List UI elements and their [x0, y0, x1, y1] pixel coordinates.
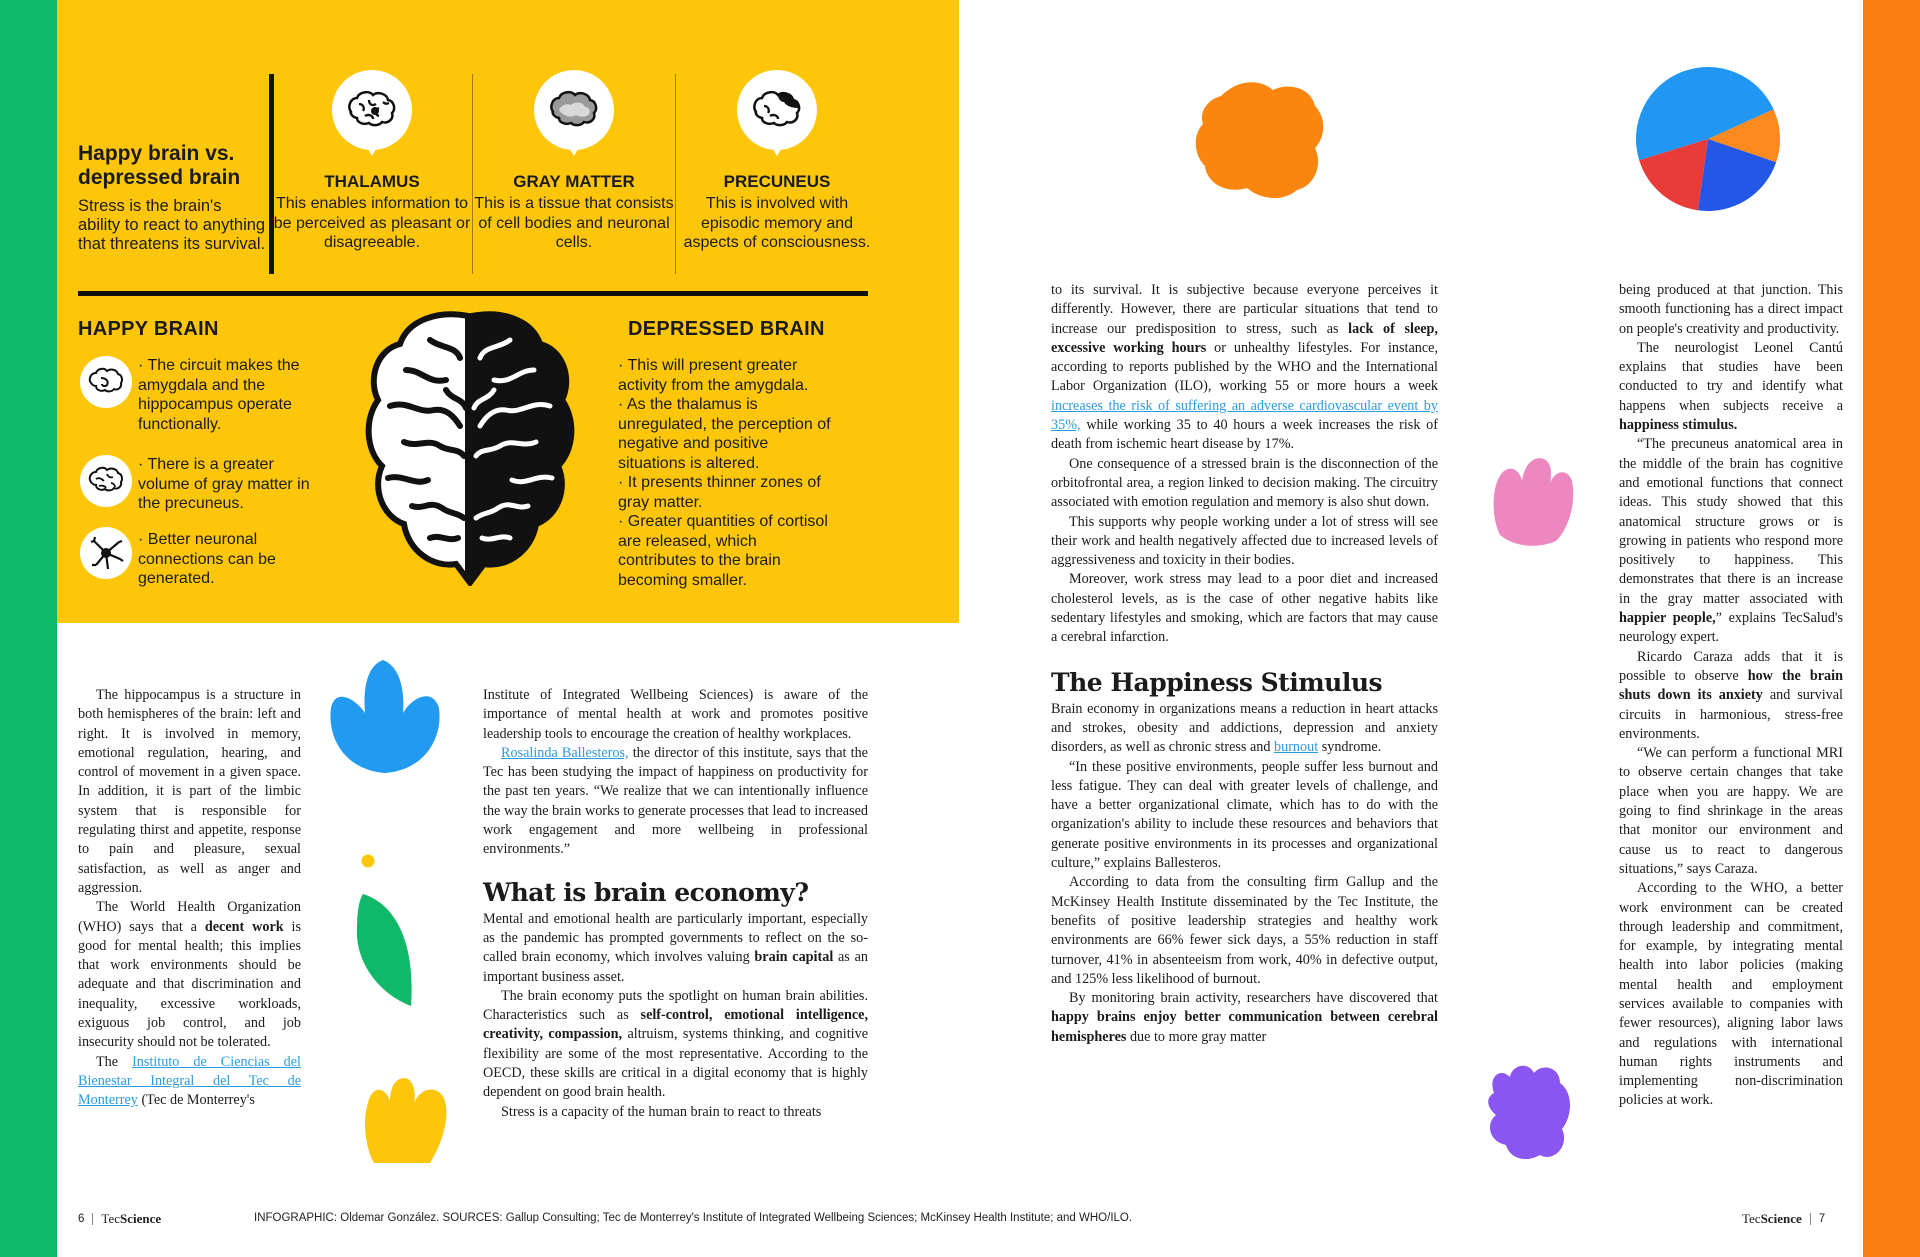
happy-brain-heading: HAPPY BRAIN	[78, 318, 219, 340]
half-brain-illustration	[360, 310, 580, 590]
depressed-brain-item: · It presents thinner zones of gray matter.	[618, 474, 821, 511]
paragraph: “We can perform a functional MRI to observe certain changes that take place when you are happy. We are going to find shrinkage in the areas that monitor our environment and cause us to react to dangerous situations,” says Caraza.	[1619, 745, 1843, 877]
blue-flower-shape	[325, 658, 445, 778]
paragraph: Brain economy in organizations means a reduction in heart attacks and strokes, obesity and addictions, depression and anxiety disorders, as well as chronic stress and burnout syndrome.	[1051, 700, 1438, 756]
paragraph: “In these positive environments, people suffer less burnout and less fatigue. They can deal with greater levels of challenge, and have a better organizational climate, which has to do with the organization's ability to include these resources and behaviors that generate positive environments in its processes and organizational culture,” explains Ballesteros.	[1051, 758, 1438, 872]
cardiovascular-risk-link[interactable]: increases the risk of suffering an adverse cardiovascular event by 35%,	[1051, 397, 1438, 434]
footer-left	[78, 1211, 161, 1227]
ballesteros-link[interactable]: Rosalinda Ballesteros,	[501, 744, 629, 761]
depressed-brain-item: · Greater quantities of cortisol are released, which contributes to the brain becoming smaller.	[618, 513, 828, 589]
divider	[472, 74, 473, 274]
region-desc: This enables information to be perceived as pleasant or disagreeable.	[273, 195, 471, 251]
gray-matter-icon	[80, 455, 132, 507]
divider	[675, 74, 676, 274]
pink-blob-shape	[1490, 455, 1574, 547]
infographic-credits: INFOGRAPHIC: Oldemar González. SOURCES: Gallup Consulting; Tec de Monterrey's Institute of Integrated Wellbeing Sciences; McKinsey Health Institute; and WHO/ILO.	[254, 1212, 1133, 1224]
burnout-link[interactable]: burnout	[1274, 739, 1319, 756]
region-precuneus	[677, 172, 877, 253]
brand-logo: TecScience	[101, 1211, 162, 1226]
paragraph: Institute of Integrated Wellbeing Sciences) is aware of the importance of mental health at work and promotes positive leadership tools to encourage the creation of healthy workplaces.	[483, 687, 868, 742]
paragraph: The hippocampus is a structure in both hemispheres of the brain: left and right. It is involved in memory, emotional regulation, hearing, and control of movement in a given space. In addition, it is part of the limbic system that is responsible for regulating thirst and appetite, response to pain and pleasure, sexual satisfaction, as well as anger and aggression.	[78, 687, 301, 896]
paragraph: Ricardo Caraza adds that it is possible to observe how the brain shuts down its anxiety and survival circuits in harmonious, stress-free environments.	[1619, 648, 1843, 742]
paragraph: Stress is a capacity of the human brain to react to threats	[501, 1103, 822, 1120]
pie-chart	[1635, 66, 1781, 212]
article-column-2	[483, 686, 868, 1122]
article-column-4	[1619, 281, 1843, 1111]
region-gray-matter	[474, 172, 674, 253]
divider	[92, 1213, 93, 1225]
infographic-intro: Stress is the brain's ability to react to anything that threatens its survival.	[78, 197, 266, 253]
depressed-brain-item: · As the thalamus is unregulated, the perception of negative and positive situations is altered.	[618, 396, 831, 472]
paragraph: being produced at that junction. This smooth functioning has a direct impact on people's creativity and productivity.	[1619, 282, 1843, 337]
article-column-1	[78, 686, 301, 1111]
page-number: 6	[78, 1213, 85, 1225]
gray-matter-brain-icon	[534, 70, 614, 150]
paragraph: “The precuneus anatomical area in the middle of the brain has cognitive and emotional functions that connect ideas. This study showed that this anatomical structure grows or is growing in patients who respond more positively to happiness. This demonstrates that there is an increase in the gray matter associated with happier people,” explains TecSalud's neurology expert.	[1619, 436, 1843, 646]
amygdala-icon	[80, 356, 132, 408]
region-desc: This is a tissue that consists of cell bodies and neuronal cells.	[474, 195, 674, 251]
region-thalamus	[272, 172, 472, 253]
section-heading: The Happiness Stimulus	[1051, 667, 1383, 697]
purple-blob-shape	[1484, 1063, 1574, 1165]
paragraph: Mental and emotional health are particularly important, especially as the pandemic has prompted governments to reflect on the so-called brain economy, which involves valuing brain capital as an important business asset.	[483, 910, 868, 985]
yellow-dot-shape	[361, 854, 375, 868]
paragraph: By monitoring brain activity, researchers have discovered that happy brains enjoy better communication between cerebral hemispheres due to more gray matter	[1051, 990, 1438, 1045]
green-leaf-shape	[355, 892, 415, 1010]
happy-brain-item: · Better neuronal connections can be generated.	[138, 531, 276, 587]
section-heading: What is brain economy?	[483, 877, 809, 907]
region-name: GRAY MATTER	[513, 172, 635, 191]
infographic-title: Happy brain vs. depressed brain	[78, 142, 241, 189]
page-number: 7	[1818, 1213, 1826, 1225]
footer-right	[1742, 1211, 1825, 1227]
paragraph: The World Health Organization (WHO) says that a decent work is good for mental health; this implies that work environments should be adequate and that discrimination and inequality, excessive workloads, exiguous job control, and job insecurity should not be tolerated.	[78, 899, 301, 1051]
institute-link[interactable]: Instituto de Ciencias del Bienestar Integral del Tec de Monterrey	[78, 1053, 301, 1109]
article-column-3	[1051, 281, 1438, 1047]
yellow-fingers-shape	[360, 1075, 450, 1167]
depressed-brain-heading: DEPRESSED BRAIN	[628, 318, 825, 340]
paragraph: Rosalinda Ballesteros, the director of this institute, says that the Tec has been studying the impact of happiness on productivity for the past ten years. “We realize that we can intentionally influence the way the brain works to generate processes that lead to increased work engagement and more wellbeing in professional environments.”	[483, 744, 868, 858]
depressed-brain-item: · This will present greater activity from the amygdala.	[618, 357, 809, 394]
divider	[78, 291, 868, 296]
paragraph: According to the WHO, a better work environment can be created through leadership and commitment, for example, by integrating mental health into labor policies (making mental health and employment services available to companies with fewer resources), aligning labor laws and regulations with international human rights instruments and implementing non-discrimination policies at work.	[1619, 880, 1843, 1109]
happy-brain-item: · The circuit makes the amygdala and the hippocampus operate functionally.	[138, 357, 300, 433]
right-color-strip	[1863, 0, 1920, 1257]
paragraph: to its survival. It is subjective because everyone perceives it differently. However, there are particular situations that tend to increase our predisposition to stress, such as lack of sleep, excessive working hours or unhealthy lifestyles. For instance, according to reports published by the WHO and the International Labor Organization (ILO), working 55 or more hours a week increases the risk of suffering an adverse cardiovascular event by 35%, while working 35 to 40 hours a week increases the risk of death from ischemic heart disease by 17%.	[1051, 282, 1438, 453]
paragraph: One consequence of a stressed brain is the disconnection of the orbitofrontal area, a region linked to decision making. The circuitry associated with emotion regulation and memory is also shut down.	[1051, 455, 1438, 511]
left-color-strip	[0, 0, 57, 1257]
paragraph: This supports why people working under a lot of stress will see their work and health negatively affected due to increased levels of aggressiveness and toxicity in their bodies.	[1051, 513, 1438, 569]
region-name: PRECUNEUS	[723, 172, 831, 191]
divider	[1810, 1213, 1811, 1225]
orange-blob-shape	[1193, 78, 1327, 200]
paragraph: The neurologist Leonel Cantú explains that studies have been conducted to try and identify what happens when subjects receive a happiness stimulus.	[1619, 339, 1843, 434]
brand-logo: TecScience	[1742, 1211, 1802, 1226]
happy-brain-item: · There is a greater volume of gray matter in the precuneus.	[138, 456, 310, 512]
paragraph: The Instituto de Ciencias del Bienestar Integral del Tec de Monterrey (Tec de Monterrey's	[78, 1053, 301, 1109]
neuron-icon	[80, 527, 132, 579]
region-desc: This is involved with episodic memory and aspects of consciousness.	[683, 195, 871, 251]
region-name: THALAMUS	[324, 172, 420, 191]
paragraph: According to data from the consulting firm Gallup and the McKinsey Health Institute disseminated by the Tec Institute, the benefits of positive leadership strategies and healthy work environments are 66% fewer sick days, a 55% reduction in staff turnover, 41% in absenteeism from work, 40% in defective output, and 125% less likelihood of burnout.	[1051, 874, 1438, 987]
depressed-brain-list	[618, 356, 838, 590]
thalamus-brain-icon	[332, 70, 412, 150]
paragraph: Moreover, work stress may lead to a poor diet and increased cholesterol levels, as is the case of other negative habits like sedentary lifestyles and smoking, which are factors that may cause a cerebral infarction.	[1051, 571, 1438, 646]
paragraph: The brain economy puts the spotlight on human brain abilities. Characteristics such as self-control, emotional intelligence, creativity, compassion, altruism, systems thinking, and cognitive flexibility are some of the most representative. According to the OECD, these skills are critical in a digital economy that is highly dependent on good brain health.	[483, 987, 868, 1101]
precuneus-brain-icon	[737, 70, 817, 150]
